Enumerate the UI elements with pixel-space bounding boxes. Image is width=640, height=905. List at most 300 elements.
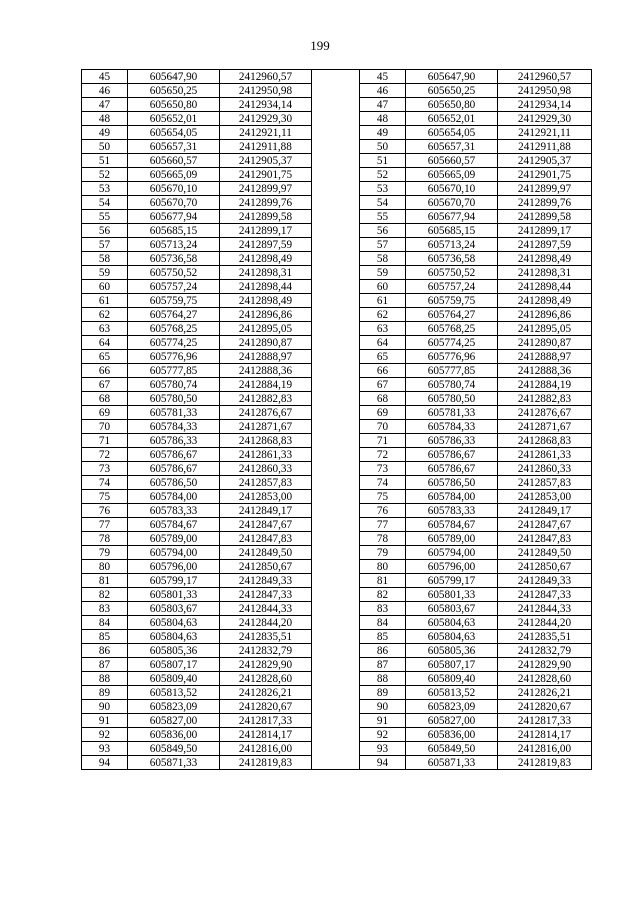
left-point-number-cell: 78 xyxy=(82,532,128,546)
left-y-coordinate-cell: 2412884,19 xyxy=(220,378,312,392)
left-x-coordinate-cell: 605685,15 xyxy=(128,224,220,238)
left-point-number-cell: 67 xyxy=(82,378,128,392)
right-x-coordinate-cell: 605736,58 xyxy=(406,252,498,266)
left-point-number-cell: 92 xyxy=(82,728,128,742)
left-x-coordinate-cell: 605804,63 xyxy=(128,630,220,644)
table-row xyxy=(82,742,592,756)
left-point-number-cell: 70 xyxy=(82,420,128,434)
right-point-number-cell: 84 xyxy=(360,616,406,630)
left-x-coordinate-cell: 605786,67 xyxy=(128,462,220,476)
right-point-number-cell: 69 xyxy=(360,406,406,420)
left-y-coordinate-cell: 2412828,60 xyxy=(220,672,312,686)
left-y-coordinate-cell: 2412816,00 xyxy=(220,742,312,756)
left-point-number-cell: 85 xyxy=(82,630,128,644)
right-x-coordinate-cell: 605665,09 xyxy=(406,168,498,182)
left-y-coordinate-cell: 2412929,30 xyxy=(220,112,312,126)
left-x-coordinate-cell: 605783,33 xyxy=(128,504,220,518)
column-gap xyxy=(312,560,360,574)
page-number: 199 xyxy=(310,38,330,53)
column-gap xyxy=(312,420,360,434)
left-y-coordinate-cell: 2412860,33 xyxy=(220,462,312,476)
left-y-coordinate-cell: 2412911,88 xyxy=(220,140,312,154)
left-point-number-cell: 57 xyxy=(82,238,128,252)
left-x-coordinate-cell: 605757,24 xyxy=(128,280,220,294)
left-y-coordinate-cell: 2412960,57 xyxy=(220,70,312,84)
right-y-coordinate-cell: 2412847,83 xyxy=(498,532,592,546)
left-x-coordinate-cell: 605660,57 xyxy=(128,154,220,168)
left-x-coordinate-cell: 605713,24 xyxy=(128,238,220,252)
table-row xyxy=(82,504,592,518)
right-y-coordinate-cell: 2412929,30 xyxy=(498,112,592,126)
left-point-number-cell: 83 xyxy=(82,602,128,616)
left-y-coordinate-cell: 2412849,50 xyxy=(220,546,312,560)
left-x-coordinate-cell: 605654,05 xyxy=(128,126,220,140)
left-point-number-cell: 61 xyxy=(82,294,128,308)
table-row xyxy=(82,280,592,294)
table-row xyxy=(82,434,592,448)
right-x-coordinate-cell: 605759,75 xyxy=(406,294,498,308)
column-gap xyxy=(312,658,360,672)
right-point-number-cell: 57 xyxy=(360,238,406,252)
table-row xyxy=(82,98,592,112)
column-gap xyxy=(312,112,360,126)
left-y-coordinate-cell: 2412844,33 xyxy=(220,602,312,616)
right-point-number-cell: 60 xyxy=(360,280,406,294)
column-gap xyxy=(312,84,360,98)
column-gap xyxy=(312,210,360,224)
left-y-coordinate-cell: 2412897,59 xyxy=(220,238,312,252)
right-x-coordinate-cell: 605780,74 xyxy=(406,378,498,392)
table-row xyxy=(82,70,592,84)
right-y-coordinate-cell: 2412849,33 xyxy=(498,574,592,588)
right-y-coordinate-cell: 2412817,33 xyxy=(498,714,592,728)
right-x-coordinate-cell: 605757,24 xyxy=(406,280,498,294)
left-x-coordinate-cell: 605736,58 xyxy=(128,252,220,266)
left-x-coordinate-cell: 605784,67 xyxy=(128,518,220,532)
left-y-coordinate-cell: 2412849,17 xyxy=(220,504,312,518)
right-y-coordinate-cell: 2412896,86 xyxy=(498,308,592,322)
right-y-coordinate-cell: 2412876,67 xyxy=(498,406,592,420)
table-row xyxy=(82,448,592,462)
right-x-coordinate-cell: 605670,10 xyxy=(406,182,498,196)
column-gap xyxy=(312,504,360,518)
left-x-coordinate-cell: 605652,01 xyxy=(128,112,220,126)
right-x-coordinate-cell: 605774,25 xyxy=(406,336,498,350)
left-point-number-cell: 50 xyxy=(82,140,128,154)
column-gap xyxy=(312,182,360,196)
left-point-number-cell: 77 xyxy=(82,518,128,532)
right-y-coordinate-cell: 2412901,75 xyxy=(498,168,592,182)
left-point-number-cell: 62 xyxy=(82,308,128,322)
table-row xyxy=(82,336,592,350)
left-y-coordinate-cell: 2412853,00 xyxy=(220,490,312,504)
table-row xyxy=(82,686,592,700)
table-row xyxy=(82,392,592,406)
right-y-coordinate-cell: 2412844,20 xyxy=(498,616,592,630)
right-point-number-cell: 63 xyxy=(360,322,406,336)
right-point-number-cell: 50 xyxy=(360,140,406,154)
table-row xyxy=(82,182,592,196)
left-x-coordinate-cell: 605776,96 xyxy=(128,350,220,364)
right-y-coordinate-cell: 2412835,51 xyxy=(498,630,592,644)
left-y-coordinate-cell: 2412829,90 xyxy=(220,658,312,672)
table-row xyxy=(82,210,592,224)
column-gap xyxy=(312,196,360,210)
table-row xyxy=(82,546,592,560)
column-gap xyxy=(312,252,360,266)
left-y-coordinate-cell: 2412876,67 xyxy=(220,406,312,420)
table-row xyxy=(82,476,592,490)
left-point-number-cell: 64 xyxy=(82,336,128,350)
right-point-number-cell: 68 xyxy=(360,392,406,406)
right-y-coordinate-cell: 2412871,67 xyxy=(498,420,592,434)
right-x-coordinate-cell: 605654,05 xyxy=(406,126,498,140)
column-gap xyxy=(312,574,360,588)
left-x-coordinate-cell: 605804,63 xyxy=(128,616,220,630)
left-y-coordinate-cell: 2412819,83 xyxy=(220,756,312,770)
left-x-coordinate-cell: 605768,25 xyxy=(128,322,220,336)
right-point-number-cell: 45 xyxy=(360,70,406,84)
table-row xyxy=(82,308,592,322)
right-x-coordinate-cell: 605750,52 xyxy=(406,266,498,280)
column-gap xyxy=(312,140,360,154)
right-point-number-cell: 51 xyxy=(360,154,406,168)
left-point-number-cell: 88 xyxy=(82,672,128,686)
left-y-coordinate-cell: 2412898,49 xyxy=(220,294,312,308)
right-x-coordinate-cell: 605786,67 xyxy=(406,462,498,476)
right-x-coordinate-cell: 605796,00 xyxy=(406,560,498,574)
right-y-coordinate-cell: 2412882,83 xyxy=(498,392,592,406)
left-x-coordinate-cell: 605784,00 xyxy=(128,490,220,504)
left-x-coordinate-cell: 605796,00 xyxy=(128,560,220,574)
column-gap xyxy=(312,448,360,462)
left-point-number-cell: 54 xyxy=(82,196,128,210)
column-gap xyxy=(312,308,360,322)
right-x-coordinate-cell: 605650,25 xyxy=(406,84,498,98)
table-row xyxy=(82,378,592,392)
table-row xyxy=(82,574,592,588)
right-point-number-cell: 46 xyxy=(360,84,406,98)
right-x-coordinate-cell: 605823,09 xyxy=(406,700,498,714)
left-x-coordinate-cell: 605871,33 xyxy=(128,756,220,770)
column-gap xyxy=(312,98,360,112)
right-x-coordinate-cell: 605813,52 xyxy=(406,686,498,700)
left-x-coordinate-cell: 605836,00 xyxy=(128,728,220,742)
right-y-coordinate-cell: 2412847,67 xyxy=(498,518,592,532)
column-gap xyxy=(312,126,360,140)
left-x-coordinate-cell: 605780,74 xyxy=(128,378,220,392)
table-row xyxy=(82,588,592,602)
right-point-number-cell: 82 xyxy=(360,588,406,602)
right-point-number-cell: 81 xyxy=(360,574,406,588)
table-row xyxy=(82,518,592,532)
right-y-coordinate-cell: 2412816,00 xyxy=(498,742,592,756)
left-point-number-cell: 47 xyxy=(82,98,128,112)
table-row xyxy=(82,560,592,574)
left-x-coordinate-cell: 605647,90 xyxy=(128,70,220,84)
right-y-coordinate-cell: 2412847,33 xyxy=(498,588,592,602)
right-point-number-cell: 47 xyxy=(360,98,406,112)
right-point-number-cell: 55 xyxy=(360,210,406,224)
left-y-coordinate-cell: 2412899,97 xyxy=(220,182,312,196)
right-x-coordinate-cell: 605801,33 xyxy=(406,588,498,602)
right-point-number-cell: 64 xyxy=(360,336,406,350)
left-x-coordinate-cell: 605650,80 xyxy=(128,98,220,112)
right-point-number-cell: 73 xyxy=(360,462,406,476)
right-x-coordinate-cell: 605685,15 xyxy=(406,224,498,238)
right-point-number-cell: 78 xyxy=(360,532,406,546)
right-x-coordinate-cell: 605650,80 xyxy=(406,98,498,112)
left-x-coordinate-cell: 605807,17 xyxy=(128,658,220,672)
left-point-number-cell: 74 xyxy=(82,476,128,490)
right-point-number-cell: 90 xyxy=(360,700,406,714)
left-point-number-cell: 45 xyxy=(82,70,128,84)
left-y-coordinate-cell: 2412849,33 xyxy=(220,574,312,588)
left-y-coordinate-cell: 2412847,33 xyxy=(220,588,312,602)
right-point-number-cell: 58 xyxy=(360,252,406,266)
right-y-coordinate-cell: 2412898,44 xyxy=(498,280,592,294)
table-row xyxy=(82,84,592,98)
right-y-coordinate-cell: 2412888,36 xyxy=(498,364,592,378)
right-x-coordinate-cell: 605784,33 xyxy=(406,420,498,434)
right-point-number-cell: 77 xyxy=(360,518,406,532)
right-x-coordinate-cell: 605836,00 xyxy=(406,728,498,742)
right-x-coordinate-cell: 605809,40 xyxy=(406,672,498,686)
right-y-coordinate-cell: 2412849,50 xyxy=(498,546,592,560)
right-x-coordinate-cell: 605786,67 xyxy=(406,448,498,462)
left-y-coordinate-cell: 2412901,75 xyxy=(220,168,312,182)
table-row xyxy=(82,112,592,126)
column-gap xyxy=(312,350,360,364)
right-point-number-cell: 72 xyxy=(360,448,406,462)
left-x-coordinate-cell: 605759,75 xyxy=(128,294,220,308)
right-x-coordinate-cell: 605713,24 xyxy=(406,238,498,252)
right-point-number-cell: 86 xyxy=(360,644,406,658)
left-y-coordinate-cell: 2412882,83 xyxy=(220,392,312,406)
right-y-coordinate-cell: 2412898,49 xyxy=(498,294,592,308)
column-gap xyxy=(312,714,360,728)
left-point-number-cell: 69 xyxy=(82,406,128,420)
right-x-coordinate-cell: 605786,50 xyxy=(406,476,498,490)
left-y-coordinate-cell: 2412820,67 xyxy=(220,700,312,714)
right-point-number-cell: 91 xyxy=(360,714,406,728)
table-row xyxy=(82,168,592,182)
column-gap xyxy=(312,336,360,350)
left-x-coordinate-cell: 605670,70 xyxy=(128,196,220,210)
left-y-coordinate-cell: 2412898,49 xyxy=(220,252,312,266)
right-y-coordinate-cell: 2412899,97 xyxy=(498,182,592,196)
right-y-coordinate-cell: 2412899,76 xyxy=(498,196,592,210)
left-point-number-cell: 76 xyxy=(82,504,128,518)
right-x-coordinate-cell: 605805,36 xyxy=(406,644,498,658)
right-x-coordinate-cell: 605777,85 xyxy=(406,364,498,378)
column-gap xyxy=(312,462,360,476)
table-row xyxy=(82,672,592,686)
column-gap xyxy=(312,728,360,742)
left-x-coordinate-cell: 605786,33 xyxy=(128,434,220,448)
left-x-coordinate-cell: 605780,50 xyxy=(128,392,220,406)
right-x-coordinate-cell: 605647,90 xyxy=(406,70,498,84)
right-x-coordinate-cell: 605780,50 xyxy=(406,392,498,406)
left-y-coordinate-cell: 2412844,20 xyxy=(220,616,312,630)
right-point-number-cell: 94 xyxy=(360,756,406,770)
right-x-coordinate-cell: 605657,31 xyxy=(406,140,498,154)
left-x-coordinate-cell: 605794,00 xyxy=(128,546,220,560)
right-point-number-cell: 83 xyxy=(360,602,406,616)
right-point-number-cell: 87 xyxy=(360,658,406,672)
right-y-coordinate-cell: 2412868,83 xyxy=(498,434,592,448)
left-y-coordinate-cell: 2412835,51 xyxy=(220,630,312,644)
right-x-coordinate-cell: 605789,00 xyxy=(406,532,498,546)
right-x-coordinate-cell: 605670,70 xyxy=(406,196,498,210)
column-gap xyxy=(312,280,360,294)
table-row xyxy=(82,728,592,742)
right-point-number-cell: 66 xyxy=(360,364,406,378)
right-y-coordinate-cell: 2412895,05 xyxy=(498,322,592,336)
column-gap xyxy=(312,532,360,546)
left-y-coordinate-cell: 2412847,67 xyxy=(220,518,312,532)
left-y-coordinate-cell: 2412888,36 xyxy=(220,364,312,378)
left-point-number-cell: 89 xyxy=(82,686,128,700)
left-point-number-cell: 52 xyxy=(82,168,128,182)
right-point-number-cell: 80 xyxy=(360,560,406,574)
column-gap xyxy=(312,644,360,658)
right-x-coordinate-cell: 605784,67 xyxy=(406,518,498,532)
left-x-coordinate-cell: 605827,00 xyxy=(128,714,220,728)
table-row xyxy=(82,196,592,210)
table-row xyxy=(82,700,592,714)
table-row xyxy=(82,238,592,252)
right-x-coordinate-cell: 605677,94 xyxy=(406,210,498,224)
right-y-coordinate-cell: 2412950,98 xyxy=(498,84,592,98)
column-gap xyxy=(312,616,360,630)
left-y-coordinate-cell: 2412857,83 xyxy=(220,476,312,490)
coordinates-table-body xyxy=(82,70,592,770)
left-x-coordinate-cell: 605803,67 xyxy=(128,602,220,616)
column-gap xyxy=(312,476,360,490)
right-x-coordinate-cell: 605652,01 xyxy=(406,112,498,126)
left-x-coordinate-cell: 605849,50 xyxy=(128,742,220,756)
column-gap xyxy=(312,266,360,280)
left-y-coordinate-cell: 2412817,33 xyxy=(220,714,312,728)
right-y-coordinate-cell: 2412820,67 xyxy=(498,700,592,714)
left-point-number-cell: 80 xyxy=(82,560,128,574)
column-gap xyxy=(312,238,360,252)
column-gap xyxy=(312,322,360,336)
column-gap xyxy=(312,742,360,756)
right-y-coordinate-cell: 2412857,83 xyxy=(498,476,592,490)
right-y-coordinate-cell: 2412832,79 xyxy=(498,644,592,658)
right-y-coordinate-cell: 2412860,33 xyxy=(498,462,592,476)
column-gap xyxy=(312,154,360,168)
right-x-coordinate-cell: 605768,25 xyxy=(406,322,498,336)
left-y-coordinate-cell: 2412899,58 xyxy=(220,210,312,224)
right-y-coordinate-cell: 2412853,00 xyxy=(498,490,592,504)
right-x-coordinate-cell: 605794,00 xyxy=(406,546,498,560)
left-y-coordinate-cell: 2412890,87 xyxy=(220,336,312,350)
right-y-coordinate-cell: 2412899,17 xyxy=(498,224,592,238)
right-y-coordinate-cell: 2412960,57 xyxy=(498,70,592,84)
column-gap xyxy=(312,434,360,448)
left-point-number-cell: 94 xyxy=(82,756,128,770)
left-y-coordinate-cell: 2412850,67 xyxy=(220,560,312,574)
right-point-number-cell: 92 xyxy=(360,728,406,742)
right-point-number-cell: 52 xyxy=(360,168,406,182)
right-y-coordinate-cell: 2412934,14 xyxy=(498,98,592,112)
column-gap xyxy=(312,490,360,504)
left-point-number-cell: 55 xyxy=(82,210,128,224)
left-x-coordinate-cell: 605657,31 xyxy=(128,140,220,154)
right-point-number-cell: 75 xyxy=(360,490,406,504)
right-x-coordinate-cell: 605781,33 xyxy=(406,406,498,420)
right-x-coordinate-cell: 605849,50 xyxy=(406,742,498,756)
right-x-coordinate-cell: 605764,27 xyxy=(406,308,498,322)
right-point-number-cell: 93 xyxy=(360,742,406,756)
left-point-number-cell: 82 xyxy=(82,588,128,602)
right-x-coordinate-cell: 605776,96 xyxy=(406,350,498,364)
table-row xyxy=(82,322,592,336)
left-point-number-cell: 63 xyxy=(82,322,128,336)
left-y-coordinate-cell: 2412899,76 xyxy=(220,196,312,210)
right-x-coordinate-cell: 605799,17 xyxy=(406,574,498,588)
table-row xyxy=(82,462,592,476)
left-point-number-cell: 75 xyxy=(82,490,128,504)
right-point-number-cell: 65 xyxy=(360,350,406,364)
left-point-number-cell: 66 xyxy=(82,364,128,378)
right-y-coordinate-cell: 2412826,21 xyxy=(498,686,592,700)
right-point-number-cell: 53 xyxy=(360,182,406,196)
right-x-coordinate-cell: 605871,33 xyxy=(406,756,498,770)
column-gap xyxy=(312,406,360,420)
left-point-number-cell: 56 xyxy=(82,224,128,238)
right-point-number-cell: 76 xyxy=(360,504,406,518)
left-x-coordinate-cell: 605750,52 xyxy=(128,266,220,280)
left-x-coordinate-cell: 605805,36 xyxy=(128,644,220,658)
right-point-number-cell: 89 xyxy=(360,686,406,700)
right-x-coordinate-cell: 605786,33 xyxy=(406,434,498,448)
column-gap xyxy=(312,546,360,560)
column-gap xyxy=(312,588,360,602)
left-x-coordinate-cell: 605774,25 xyxy=(128,336,220,350)
left-y-coordinate-cell: 2412921,11 xyxy=(220,126,312,140)
right-point-number-cell: 49 xyxy=(360,126,406,140)
right-y-coordinate-cell: 2412888,97 xyxy=(498,350,592,364)
column-gap xyxy=(312,70,360,84)
table-row xyxy=(82,406,592,420)
right-y-coordinate-cell: 2412921,11 xyxy=(498,126,592,140)
left-x-coordinate-cell: 605801,33 xyxy=(128,588,220,602)
right-point-number-cell: 62 xyxy=(360,308,406,322)
left-point-number-cell: 91 xyxy=(82,714,128,728)
left-x-coordinate-cell: 605786,67 xyxy=(128,448,220,462)
left-point-number-cell: 72 xyxy=(82,448,128,462)
right-y-coordinate-cell: 2412898,49 xyxy=(498,252,592,266)
left-x-coordinate-cell: 605781,33 xyxy=(128,406,220,420)
left-point-number-cell: 86 xyxy=(82,644,128,658)
right-y-coordinate-cell: 2412884,19 xyxy=(498,378,592,392)
right-x-coordinate-cell: 605804,63 xyxy=(406,616,498,630)
left-y-coordinate-cell: 2412905,37 xyxy=(220,154,312,168)
column-gap xyxy=(312,364,360,378)
right-point-number-cell: 70 xyxy=(360,420,406,434)
right-point-number-cell: 61 xyxy=(360,294,406,308)
table-row xyxy=(82,658,592,672)
column-gap xyxy=(312,672,360,686)
left-y-coordinate-cell: 2412950,98 xyxy=(220,84,312,98)
left-x-coordinate-cell: 605786,50 xyxy=(128,476,220,490)
table-row xyxy=(82,490,592,504)
left-x-coordinate-cell: 605809,40 xyxy=(128,672,220,686)
